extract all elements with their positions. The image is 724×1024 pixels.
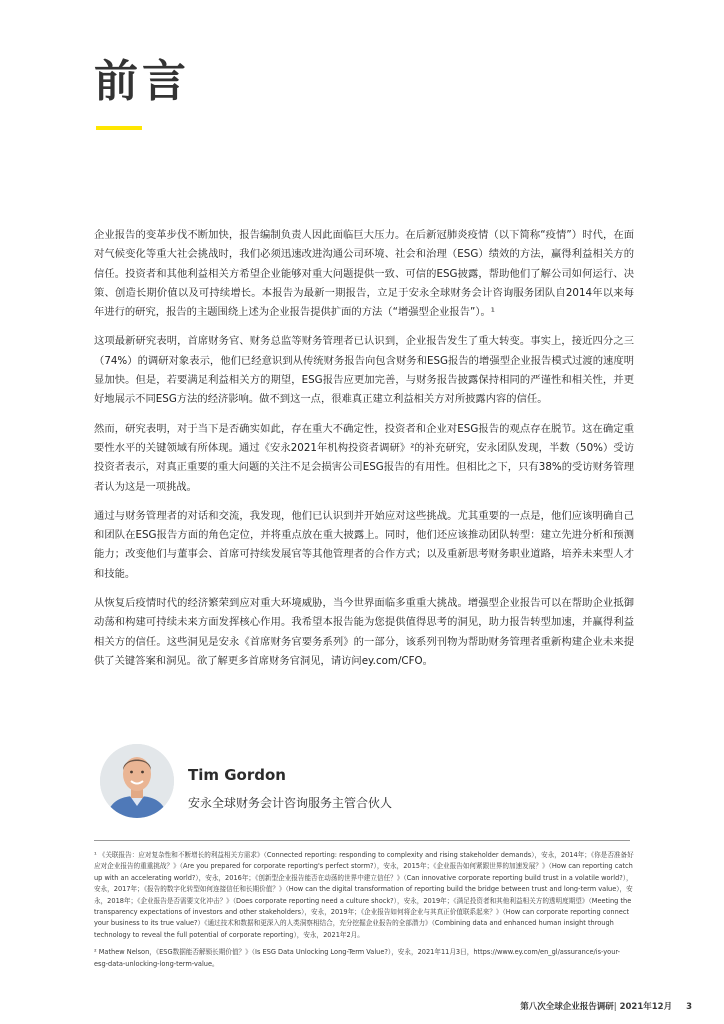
- preface-body: [94, 226, 634, 681]
- footer-separator: |: [613, 1002, 617, 1012]
- page-footer: [520, 1000, 692, 1012]
- paragraph-4: 通过与财务管理者的对话和交流，我发现，他们已认识到并开始应对这些挑战。尤其重要的一点是，他们应该明确自己和团队在ESG报告方面的角色定位，并将重点放在重大披露上。同时，他们还应该推动团队转型：建立先进分析和预测能力；改变他们与董事会、首席可持续发展官等其他管理者的合作方式；以及重新思考财务职业道路，培养未来型人才和技能。: [94, 509, 634, 580]
- paragraph-2: 这项最新研究表明，首席财务官、财务总监等财务管理者已认识到，企业报告发生了重大转变。事实上，接近四分之三（74%）的调研对象表示，他们已经意识到从传统财务报告向包含财务和ESG报告的增强型企业报告模式过渡的速度明显加快。但是，若要满足利益相关方的期望，ESG报告应更加完善，与财务报告披露保持相同的严谨性和相关性，并更好地展示不同ESG方法的经济影响。做不到这一点，很难真正建立利益相关方对所披露内容的信任。: [94, 335, 634, 406]
- author-title: 安永全球财务会计咨询服务主管合伙人: [188, 796, 393, 810]
- paragraph-3: 然而，研究表明，对于当下是否确实如此，存在重大不确定性，投资者和企业对ESG报告的观点存在脱节。这在确定重要性水平的关键领域有所体现。通过《安永2021年机构投资者调研》²的补充研究，安永团队发现，半数（50%）受访投资者表示，对真正重要的重大问题的关注不足会损害公司ESG报告的有用性。但相比之下，只有38%的受访财务管理者认为这是一项挑战。: [94, 422, 634, 493]
- page-title: 前言: [94, 56, 190, 107]
- footnotes: [94, 850, 634, 976]
- avatar: [100, 744, 174, 818]
- person-portrait-icon: [100, 744, 174, 818]
- title-accent-bar: [96, 126, 142, 130]
- footnote-1: ¹ 《关联报告：应对复杂性和不断增长的利益相关方需求》（Connected reporting: responding to complexity and rising stakeholder demands），安永，2014年；《你是否准备好应对企业报告的重重挑战？》（Are you prepared for corporate reporting's perfect storm?），安永，2015年；《企业报告如何紧跟世界的加速发展？》（How can reporting catch up with an accelerating world?），安永，2016年；《创新型企业报告能否在动荡的世界中建立信任？》（Can innovative corporate reporting build trust in a volatile world?），安永，2017年；《报告的数字化转型如何连接信任和长期价值？》（How can the digital transformation of reporting build the bridge between trust and long-term value），安永，2018年；《企业报告是否需要文化冲击？》（Does corporate reporting need a culture shock?），安永，2019年；《满足投资者和其他利益相关方的透明度期望》（Meeting the transparency expectations of investors and other stakeholders），安永，2019年；《企业报告如何将企业与其真正价值联系起来？》（How can corporate reporting connect your business to its true value?）《通过技术和数据和更深入的人类洞察相结合，充分挖掘企业报告的全部潜力》（Combining data and enhanced human insight through technology to reveal the full potential of corporate reporting），安永，2021年2月。: [94, 851, 634, 939]
- footer-date: 2021年12月: [616, 1002, 673, 1012]
- author-block: [100, 744, 640, 824]
- page-number: 3: [686, 1002, 692, 1012]
- paragraph-5: 从恢复后疫情时代的经济繁荣到应对重大环境威胁，当今世界面临多重重大挑战。增强型企业报告可以在帮助企业抵御动荡和构建可持续未来方面发挥核心作用。我希望本报告能为您提供值得思考的洞见，助力报告转型加速，并赢得利益相关方的信任。这些洞见是安永《首席财务官要务系列》的一部分，该系列刊物为帮助财务管理者重新构建企业未来提供了关键答案和洞见。欲了解更多首席财务官洞见，请访问ey.com/CFO。: [94, 597, 634, 667]
- paragraph-1: 企业报告的变革步伐不断加快，报告编制负责人因此面临巨大压力。在后新冠肺炎疫情（以下简称“疫情”）时代，在面对气候变化等重大社会挑战时，我们必须迅速改进沟通公司环境、社会和治理（ESG）绩效的方法，赢得利益相关方的信任。投资者和其他利益相关方希望企业能够对重大问题提供一致、可信的ESG披露，帮助他们了解公司如何运行、决策、创造长期价值以及可持续增长。本报告为最新一期报告，立足于安永全球财务会计咨询服务团队自2014年以来每年进行的研究，报告的主题围绕上述为企业报告提供扩面的方法（“增强型企业报告”）。¹: [94, 229, 634, 319]
- footnote-divider: [94, 840, 630, 841]
- footnote-2: ² Mathew Nelson，《ESG数据能否解锁长期价值？》（Is ESG Data Unlocking Long-Term Value?），安永，2021年11月3日，https://www.ey.com/en_gl/assurance/is-your-esg-data-unlocking-long-term-value。: [94, 948, 621, 968]
- footer-report-name: 第八次全球企业报告调研: [520, 1002, 614, 1012]
- author-name: Tim Gordon: [188, 766, 286, 784]
